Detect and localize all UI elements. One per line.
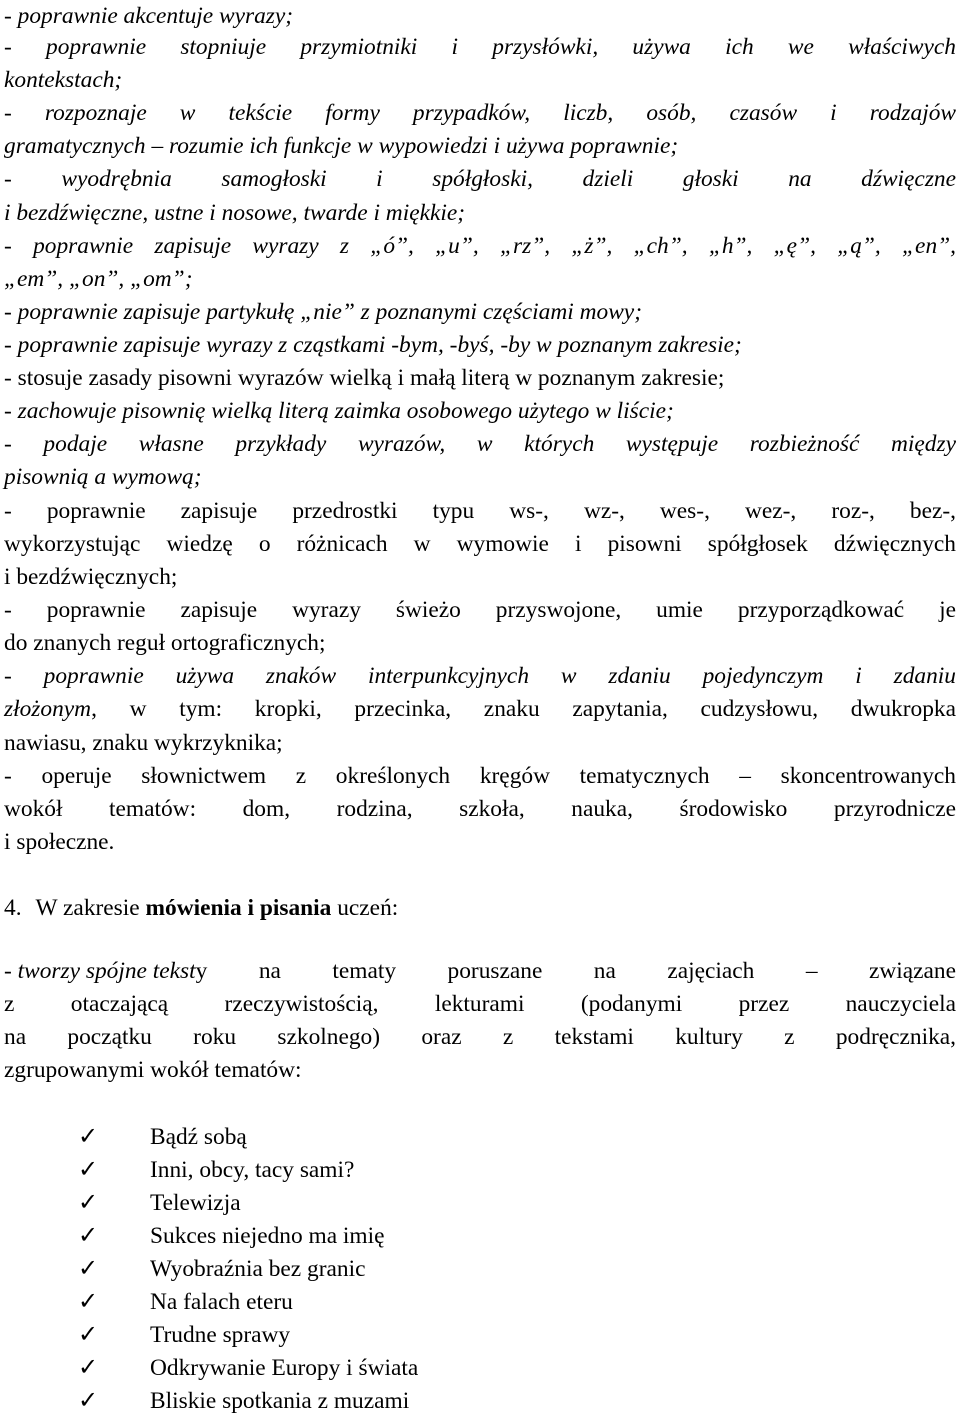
checkmark-icon: ✓ (78, 1287, 99, 1315)
text-line: i bezdźwięcznych; (4, 564, 178, 590)
checkmark-icon: ✓ (78, 1122, 99, 1150)
checkmark-icon: ✓ (78, 1320, 99, 1348)
text-line: - poprawnie akcentuje wyrazy; (4, 3, 294, 29)
checkmark-icon: ✓ (78, 1221, 99, 1249)
section-text: W zakresie (35, 895, 146, 921)
text-line: „em”, „on”, „om”; (4, 266, 193, 292)
text-line: - podaje własne przykłady wyrazów, w których występuje rozbieżność między (4, 431, 956, 457)
topic-item (78, 1120, 247, 1153)
text-line: wykorzystując wiedzę o różnicach w wymowie i pisowni spółgłosek dźwięcznych (4, 531, 956, 557)
text-line (4, 693, 956, 726)
checkmark-icon: ✓ (78, 1353, 99, 1381)
text-line: - poprawnie zapisuje partykułę „nie” z poznanymi częściami mowy; (4, 299, 642, 325)
topic-label: Inni, obcy, tacy sami? (150, 1157, 355, 1183)
topic-item (78, 1318, 290, 1351)
text-line: - zachowuje pisownię wielką literą zaimka osobowego użytego w liście; (4, 398, 674, 424)
text-line: z otaczającą rzeczywistością, lekturami (podanymi przez nauczyciela (4, 991, 956, 1017)
checkmark-icon: ✓ (78, 1254, 99, 1282)
text-line: zgrupowanymi wokół tematów: (4, 1057, 302, 1083)
text-line: - wyodrębnia samogłoski i spółgłoski, dzieli głoski na dźwięczne (4, 166, 956, 192)
checkmark-icon: ✓ (78, 1188, 99, 1216)
text-fragment: złożonym (4, 696, 92, 722)
section-text: uczeń: (331, 895, 399, 921)
topic-item (78, 1252, 365, 1285)
topic-label: Telewizja (150, 1190, 241, 1216)
topic-label: Trudne sprawy (150, 1322, 291, 1348)
text-line: - stosuje zasady pisowni wyrazów wielką i małą literą w poznanym zakresie; (4, 365, 725, 391)
text-line: - poprawnie stopniuje przymiotniki i przysłówki, używa ich we właściwych (4, 34, 956, 60)
text-line: - operuje słownictwem z określonych kręgów tematycznych – skoncentrowanych (4, 763, 956, 789)
checkmark-icon: ✓ (78, 1386, 99, 1414)
text-fragment: , w tym: kropki, przecinka, znaku zapytania, cudzysłowu, dwukropka (91, 696, 956, 722)
text-fragment: y na tematy poruszane na zajęciach – związane (195, 958, 956, 984)
topic-label: Wyobraźnia bez granic (150, 1256, 366, 1282)
text-line: i bezdźwięczne, ustne i nosowe, twarde i miękkie; (4, 200, 466, 226)
text-line: - poprawnie zapisuje wyrazy świeżo przyswojone, umie przyporządkować je (4, 597, 956, 623)
text-line: pisownią a wymową; (4, 464, 202, 490)
text-line: kontekstach; (4, 67, 123, 93)
topic-item (78, 1186, 241, 1219)
topic-item (78, 1384, 409, 1417)
text-fragment: tworzy spójne tekst (17, 958, 196, 984)
section-number: 4. (4, 895, 22, 921)
text-line: - poprawnie używa znaków interpunkcyjnych w zdaniu pojedynczym i zdaniu (4, 663, 956, 689)
section-heading (4, 892, 956, 925)
checkmark-icon: ✓ (78, 1155, 99, 1183)
topic-label: Bądź sobą (150, 1124, 247, 1150)
topic-item (78, 1153, 354, 1186)
topic-label: Na falach eteru (150, 1289, 293, 1315)
topic-label: Bliskie spotkania z muzami (150, 1388, 410, 1414)
section-bold-text: mówienia i pisania (145, 895, 332, 921)
text-line: gramatycznych – rozumie ich funkcje w wypowiedzi i używa poprawnie; (4, 133, 679, 159)
text-line: - rozpoznaje w tekście formy przypadków, liczb, osób, czasów i rodzajów (4, 100, 956, 126)
text-line: - poprawnie zapisuje przedrostki typu ws-, wz-, wes-, wez-, roz-, bez-, (4, 498, 956, 524)
topic-item (78, 1219, 385, 1252)
text-line: - poprawnie zapisuje wyrazy z cząstkami -bym, -byś, -by w poznanym zakresie; (4, 332, 742, 358)
text-line: na początku roku szkolnego) oraz z tekstami kultury z podręcznika, (4, 1024, 956, 1050)
text-line: do znanych reguł ortograficznych; (4, 630, 326, 656)
text-fragment: - (4, 958, 18, 984)
topic-label: Odkrywanie Europy i świata (150, 1355, 419, 1381)
text-line: nawiasu, znaku wykrzyknika; (4, 730, 283, 756)
topic-item (78, 1285, 293, 1318)
text-line: i społeczne. (4, 829, 115, 855)
text-line: wokół tematów: dom, rodzina, szkoła, nauka, środowisko przyrodnicze (4, 796, 956, 822)
text-line: - poprawnie zapisuje wyrazy z „ó”, „u”, „rz”, „ż”, „ch”, „h”, „ę”, „ą”, „en”, (4, 233, 956, 259)
topic-label: Sukces niejedno ma imię (150, 1223, 385, 1249)
text-line (4, 955, 956, 988)
topic-item (78, 1351, 418, 1384)
